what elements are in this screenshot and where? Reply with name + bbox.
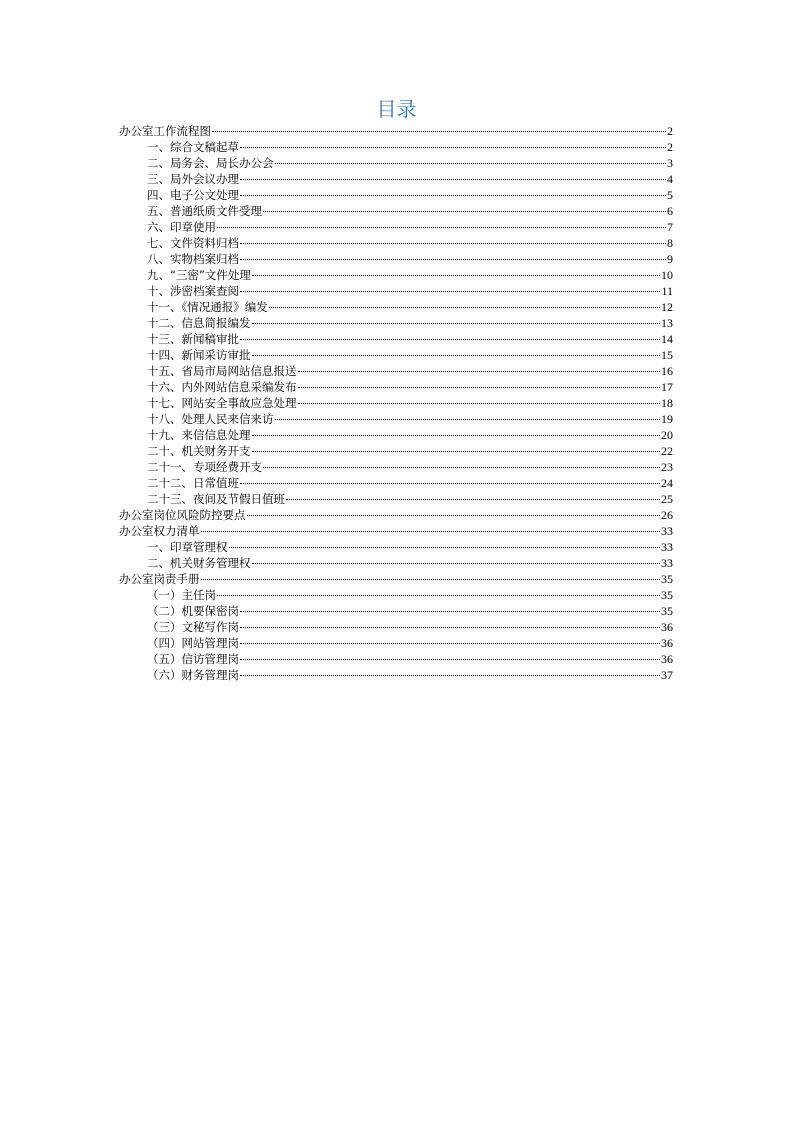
toc-title: 目录 (376, 97, 417, 121)
toc-entry[interactable] (119, 315, 673, 331)
toc-entry-title: 十五、省局市局网站信息报送 (147, 364, 297, 378)
toc-page-number: 17 (661, 380, 673, 394)
toc-entry[interactable] (119, 235, 673, 251)
toc-page-number: 8 (667, 236, 673, 250)
toc-entry[interactable] (119, 203, 673, 219)
toc-entry[interactable] (119, 155, 673, 171)
toc-page-number: 2 (667, 124, 673, 138)
toc-entry[interactable] (119, 555, 673, 571)
toc-entry[interactable] (119, 667, 673, 683)
toc-entry[interactable] (119, 635, 673, 651)
toc-entry[interactable] (119, 219, 673, 235)
toc-page-number: 35 (661, 572, 673, 586)
toc-entry[interactable] (119, 571, 673, 587)
toc-page-number: 35 (661, 604, 673, 618)
toc-dot-leader (229, 547, 661, 548)
toc-page-number: 20 (661, 428, 673, 442)
toc-dot-leader (252, 323, 661, 324)
toc-page-number: 37 (661, 668, 673, 682)
toc-entry-title: 十一、《情况通报》编发 (147, 300, 268, 314)
toc-entry-title: 办公室工作流程图 (119, 124, 211, 138)
toc-page-number: 26 (661, 508, 673, 522)
toc-dot-leader (240, 339, 660, 340)
toc-entry[interactable] (119, 363, 673, 379)
toc-page-number: 33 (661, 524, 673, 538)
toc-page-number: 4 (667, 172, 673, 186)
toc-dot-leader (240, 627, 660, 628)
toc-entry-title: 五、普通纸质文件受理 (147, 204, 262, 218)
toc-dot-leader (217, 595, 660, 596)
toc-entry[interactable] (119, 507, 673, 523)
toc-page-number: 33 (661, 540, 673, 554)
toc-entry[interactable] (119, 603, 673, 619)
toc-entry-title: 办公室岗位风险防控要点 (119, 508, 246, 522)
toc-entry-title: 十八、处理人民来信来访 (147, 412, 274, 426)
toc-entry-title: （五）信访管理岗 (147, 652, 239, 666)
toc-page-number: 35 (661, 588, 673, 602)
toc-entry[interactable] (119, 283, 673, 299)
toc-dot-leader (247, 515, 661, 516)
toc-page-number: 36 (661, 636, 673, 650)
toc-page-number: 9 (667, 252, 673, 266)
toc-entry-title: 办公室权力清单 (119, 524, 200, 538)
toc-entry[interactable] (119, 427, 673, 443)
toc-dot-leader (240, 611, 660, 612)
toc-entry[interactable] (119, 139, 673, 155)
toc-entry-title: 七、文件资料归档 (147, 236, 239, 250)
toc-entry-title: 三、局外会议办理 (147, 172, 239, 186)
toc-dot-leader (240, 483, 660, 484)
toc-page-number: 22 (661, 444, 673, 458)
toc-dot-leader (240, 195, 666, 196)
toc-entry[interactable] (119, 251, 673, 267)
toc-entry[interactable] (119, 267, 673, 283)
toc-dot-leader (240, 243, 666, 244)
toc-entry[interactable] (119, 411, 673, 427)
toc-entry[interactable] (119, 651, 673, 667)
toc-page-number: 25 (661, 492, 673, 506)
toc-page-number: 7 (667, 220, 673, 234)
toc-entry-title: 二、局务会、局长办公会 (147, 156, 274, 170)
toc-entry-title: （六）财务管理岗 (147, 668, 239, 682)
toc-entry-title: 二十三、夜间及节假日值班 (147, 492, 285, 506)
toc-dot-leader (240, 643, 660, 644)
toc-dot-leader (263, 211, 666, 212)
toc-entry[interactable] (119, 475, 673, 491)
toc-page-number: 33 (661, 556, 673, 570)
toc-dot-leader (212, 131, 666, 132)
toc-dot-leader (263, 467, 660, 468)
toc-page-number: 12 (661, 300, 673, 314)
toc-dot-leader (201, 531, 661, 532)
toc-entry-title: 六、印章使用 (147, 220, 216, 234)
toc-dot-leader (201, 579, 661, 580)
toc-entry[interactable] (119, 379, 673, 395)
toc-entry-title: 十二、信息简报编发 (147, 316, 251, 330)
toc-page-number: 16 (661, 364, 673, 378)
toc-page-number: 11 (661, 284, 673, 298)
toc-entry[interactable] (119, 395, 673, 411)
toc-page-number: 10 (661, 268, 673, 282)
toc-entry-title: 一、综合文稿起草 (147, 140, 239, 154)
toc-entry-title: 十四、新闻采访审批 (147, 348, 251, 362)
toc-entry-title: 二十二、日常值班 (147, 476, 239, 490)
toc-entry-title: 十九、来信信息处理 (147, 428, 251, 442)
toc-entry-title: 办公室岗责手册 (119, 572, 200, 586)
toc-dot-leader (252, 435, 661, 436)
toc-entry[interactable] (119, 299, 673, 315)
toc-entry-title: 二、机关财务管理权 (147, 556, 251, 570)
toc-entry-title: 二十一、专项经费开支 (147, 460, 262, 474)
toc-page-number: 19 (661, 412, 673, 426)
toc-entry[interactable] (119, 459, 673, 475)
toc-page-number: 3 (667, 156, 673, 170)
toc-dot-leader (240, 259, 666, 260)
toc-entry[interactable] (119, 587, 673, 603)
toc-page-number: 2 (667, 140, 673, 154)
toc-dot-leader (252, 451, 661, 452)
toc-page-number: 36 (661, 652, 673, 666)
toc-page-number: 36 (661, 620, 673, 634)
toc-entry[interactable] (119, 619, 673, 635)
toc-entry[interactable] (119, 187, 673, 203)
toc-entry[interactable] (119, 171, 673, 187)
toc-page-number: 23 (661, 460, 673, 474)
toc-entry-title: 八、实物档案归档 (147, 252, 239, 266)
toc-page-number: 6 (667, 204, 673, 218)
toc-page-number: 18 (661, 396, 673, 410)
toc-entry-title: 十三、新闻稿审批 (147, 332, 239, 346)
toc-page-number: 15 (661, 348, 673, 362)
toc-entry-title: （二）机要保密岗 (147, 604, 239, 618)
toc-entry-title: 九、“三密”文件处理 (147, 268, 251, 282)
toc-entry[interactable] (119, 347, 673, 363)
toc-dot-leader (240, 179, 666, 180)
toc-entry[interactable] (119, 443, 673, 459)
toc-dot-leader (252, 275, 660, 276)
toc-page-number: 13 (661, 316, 673, 330)
toc-entry-title: （一）主任岗 (147, 588, 216, 602)
toc-dot-leader (269, 307, 660, 308)
toc-entry[interactable] (119, 539, 673, 555)
toc-dot-leader (286, 499, 660, 500)
toc-entry[interactable] (119, 331, 673, 347)
toc-entry-title: 一、印章管理权 (147, 540, 228, 554)
table-of-contents (119, 123, 673, 683)
toc-page-number: 14 (661, 332, 673, 346)
toc-dot-leader (240, 675, 660, 676)
toc-entry[interactable] (119, 491, 673, 507)
toc-dot-leader (252, 563, 661, 564)
toc-dot-leader (240, 291, 660, 292)
toc-entry-title: 十七、网站安全事故应急处理 (147, 396, 297, 410)
toc-dot-leader (298, 371, 661, 372)
toc-entry[interactable] (119, 123, 673, 139)
toc-page-number: 5 (667, 188, 673, 202)
toc-dot-leader (240, 659, 660, 660)
toc-dot-leader (240, 147, 666, 148)
toc-dot-leader (298, 387, 661, 388)
toc-entry-title: 四、电子公文处理 (147, 188, 239, 202)
toc-entry-title: 十、涉密档案查阅 (147, 284, 239, 298)
toc-dot-leader (275, 163, 667, 164)
toc-entry-title: 二十、机关财务开支 (147, 444, 251, 458)
toc-dot-leader (298, 403, 661, 404)
toc-entry-title: 十六、内外网站信息采编发布 (147, 380, 297, 394)
toc-page-number: 24 (661, 476, 673, 490)
toc-entry-title: （三）文秘写作岗 (147, 620, 239, 634)
toc-dot-leader (275, 419, 661, 420)
toc-dot-leader (217, 227, 666, 228)
toc-entry[interactable] (119, 523, 673, 539)
toc-dot-leader (252, 355, 661, 356)
toc-entry-title: （四）网站管理岗 (147, 636, 239, 650)
